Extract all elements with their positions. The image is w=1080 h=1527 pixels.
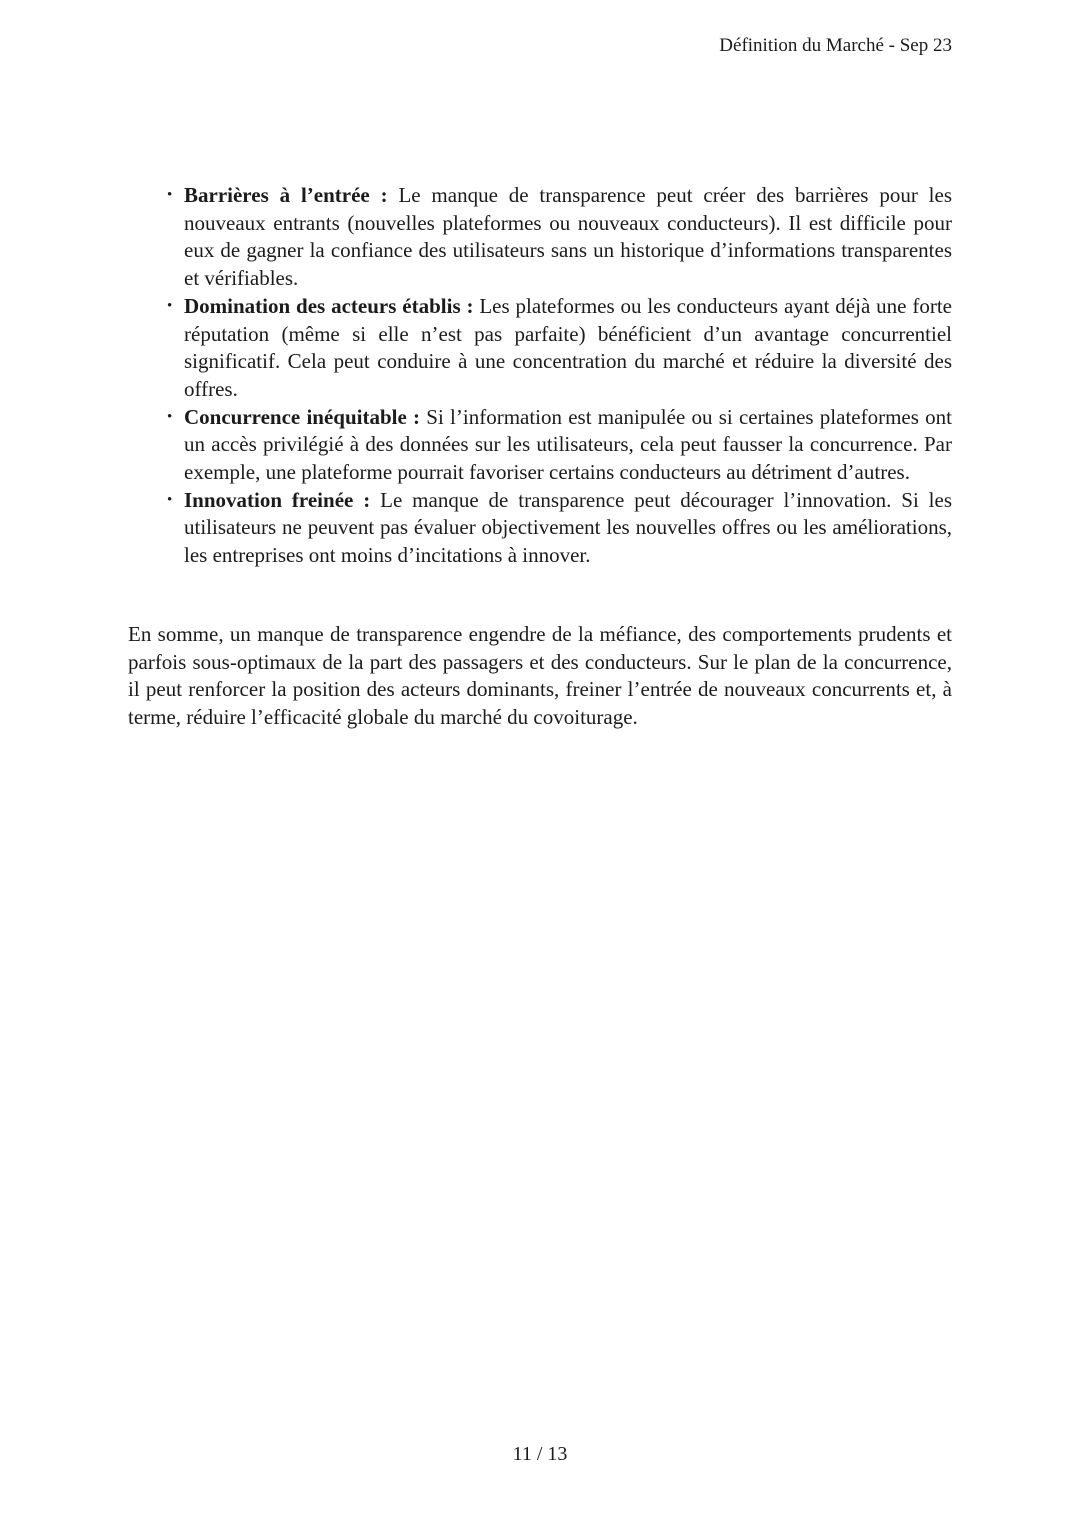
bullet-icon: •	[167, 491, 173, 508]
document-body	[128, 182, 952, 732]
list-item	[167, 404, 952, 487]
bullet-list	[128, 182, 952, 570]
list-item	[167, 182, 953, 293]
bullet-icon: •	[167, 408, 173, 425]
list-item	[167, 487, 952, 570]
bullet-text: Le manque de transparence peut créer des barrières pour les nouveaux entrants (nouvelles plateformes ou nouveaux conducteurs). Il est difficile pour eux de gagner la confiance des utilisateurs sans un historique d’informations transparentes et vérifiables.	[184, 183, 953, 291]
bullet-label: Domination des acteurs établis :	[184, 293, 474, 318]
list-item	[167, 293, 952, 404]
bullet-label: Concurrence inéquitable :	[184, 404, 421, 429]
bullet-label: Innovation freinée :	[184, 487, 371, 512]
document-header: Définition du Marché - Sep 23	[719, 35, 952, 56]
closing-paragraph: En somme, un manque de transparence engendre de la méfiance, des comportements prudents et parfois sous-optimaux de la part des passagers et des conducteurs. Sur le plan de la concurrence, il peut renforcer la position des acteurs dominants, freiner l’entrée de nouveaux concurrents et, à terme, réduire l’efficacité globale du marché du covoiturage.	[128, 621, 952, 729]
bullet-text: Si l’information est manipulée ou si certaines plateformes ont un accès privilégié à des données sur les utilisateurs, cela peut fausser la concurrence. Par exemple, une plateforme pourrait favoriser certains conducteurs au détriment d’autres.	[184, 404, 952, 485]
bullet-icon: •	[167, 187, 173, 203]
page-number: 11 / 13	[512, 1443, 568, 1465]
bullet-text: Les plateformes ou les conducteurs ayant déjà une forte réputation (même si elle n’est pas parfaite) bénéficient d’un avantage concurrentiel significatif. Cela peut conduire à une concentration du marché et réduire la diversité des offres.	[184, 293, 952, 401]
bullet-icon: •	[167, 297, 173, 314]
bullet-label: Barrières à l’entrée :	[184, 183, 388, 207]
bullet-text: Le manque de transparence peut décourager l’innovation. Si les utilisateurs ne peuvent pas évaluer objectivement les nouvelles offres ou les améliorations, les entreprises ont moins d’incitations à innover.	[184, 487, 952, 568]
